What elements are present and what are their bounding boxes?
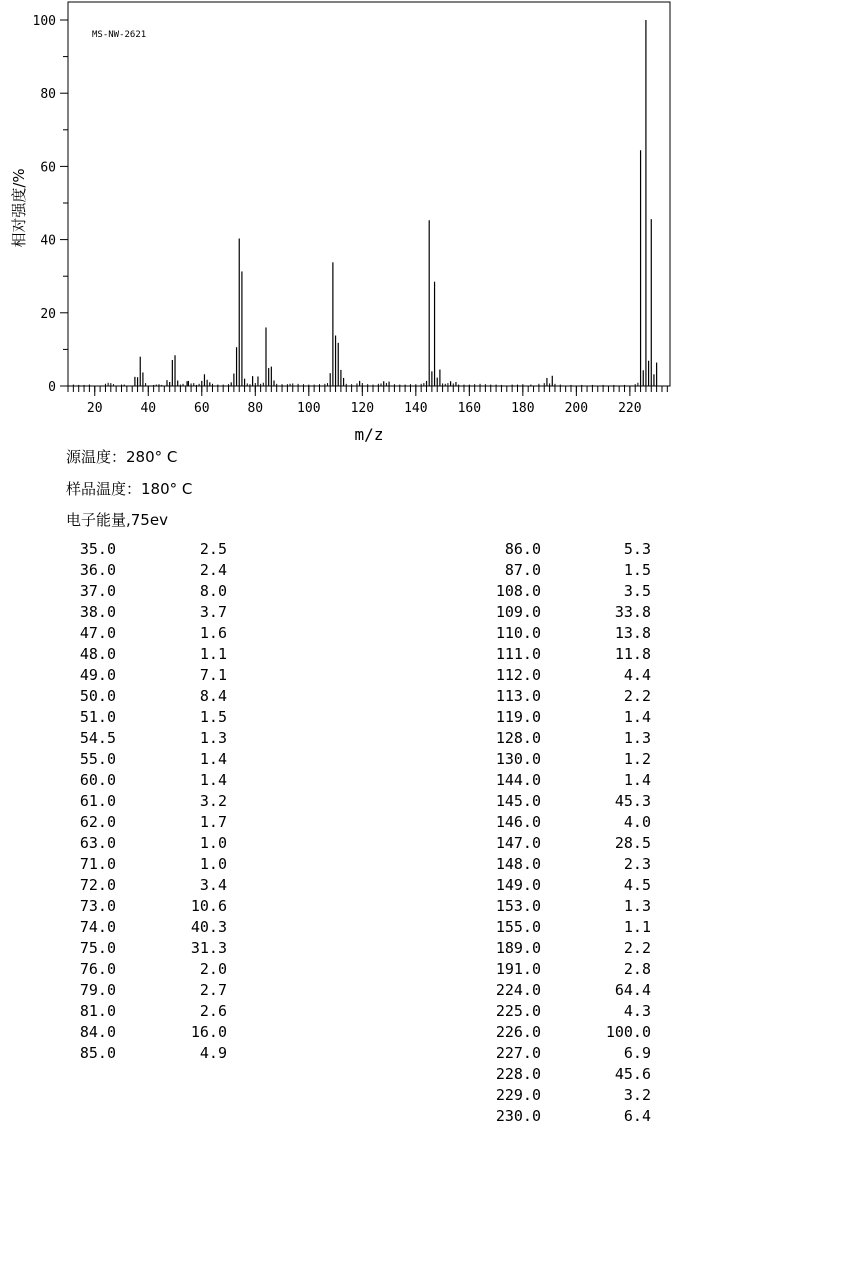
peak-mz: 108.0 (495, 582, 541, 600)
peak-row (450, 582, 670, 603)
peak-row (450, 1107, 670, 1128)
peak-mz: 228.0 (495, 1065, 541, 1083)
peak-mz: 109.0 (495, 603, 541, 621)
peak-intensity: 2.0 (199, 960, 227, 978)
peak-row (450, 981, 670, 1002)
y-axis-label: 相对强度/% (10, 168, 28, 248)
x-tick-label: 20 (86, 401, 103, 416)
y-tick-label: 100 (32, 14, 56, 29)
spectrum-bars (73, 20, 656, 386)
x-tick-label: 80 (247, 401, 264, 416)
peak-mz: 111.0 (495, 645, 541, 663)
peak-intensity: 1.4 (623, 708, 651, 726)
peak-row (40, 855, 260, 876)
x-tick-label: 220 (618, 401, 642, 416)
peak-row (40, 1002, 260, 1023)
peak-row (450, 1065, 670, 1086)
peak-intensity: 45.3 (614, 792, 651, 810)
peak-row (40, 750, 260, 771)
peak-row (40, 792, 260, 813)
peak-mz: 72.0 (79, 876, 116, 894)
peak-intensity: 1.2 (623, 750, 651, 768)
peak-intensity: 16.0 (190, 1023, 227, 1041)
peak-intensity: 2.2 (623, 687, 651, 705)
peak-mz: 130.0 (495, 750, 541, 768)
peak-mz: 110.0 (495, 624, 541, 642)
peak-mz: 73.0 (79, 897, 116, 915)
peak-row (40, 981, 260, 1002)
peak-intensity: 13.8 (614, 624, 651, 642)
peak-row (450, 1023, 670, 1044)
peak-mz: 54.5 (79, 729, 116, 747)
peak-row (450, 834, 670, 855)
peak-intensity: 3.5 (623, 582, 651, 600)
peak-intensity: 2.8 (623, 960, 651, 978)
peak-mz: 49.0 (79, 666, 116, 684)
peak-intensity: 2.4 (199, 561, 227, 579)
peak-intensity: 3.7 (199, 603, 227, 621)
peak-row (40, 918, 260, 939)
peak-mz: 226.0 (495, 1023, 541, 1041)
peak-intensity: 1.0 (199, 834, 227, 852)
peak-intensity: 5.3 (623, 540, 651, 558)
peak-mz: 119.0 (495, 708, 541, 726)
peak-intensity: 1.1 (623, 918, 651, 936)
peak-mz: 112.0 (495, 666, 541, 684)
peak-intensity: 1.5 (623, 561, 651, 579)
peak-mz: 189.0 (495, 939, 541, 957)
peak-intensity: 1.5 (199, 708, 227, 726)
peak-mz: 47.0 (79, 624, 116, 642)
peak-row (40, 561, 260, 582)
peak-intensity: 7.1 (199, 666, 227, 684)
peak-row (450, 666, 670, 687)
peak-mz: 225.0 (495, 1002, 541, 1020)
peak-intensity: 45.6 (614, 1065, 651, 1083)
peak-mz: 155.0 (495, 918, 541, 936)
peak-intensity: 3.2 (199, 792, 227, 810)
peak-row (450, 918, 670, 939)
peak-mz: 36.0 (79, 561, 116, 579)
peak-intensity: 31.3 (190, 939, 227, 957)
peak-mz: 62.0 (79, 813, 116, 831)
peak-mz: 145.0 (495, 792, 541, 810)
peak-row (450, 540, 670, 561)
peak-mz: 146.0 (495, 813, 541, 831)
x-tick-label: 40 (140, 401, 157, 416)
y-tick-label: 20 (40, 306, 56, 322)
x-axis-label: m/z (354, 425, 384, 444)
peak-row (40, 834, 260, 855)
peak-mz: 81.0 (79, 1002, 116, 1020)
peak-row (40, 1044, 260, 1065)
peak-mz: 113.0 (495, 687, 541, 705)
peak-intensity: 1.6 (199, 624, 227, 642)
chart-axes (33, 2, 670, 416)
peak-intensity: 2.2 (623, 939, 651, 957)
peak-intensity: 11.8 (614, 645, 651, 663)
peak-mz: 149.0 (495, 876, 541, 894)
peak-row (450, 603, 670, 624)
peak-row (450, 708, 670, 729)
peak-intensity: 1.7 (199, 813, 227, 831)
peak-mz: 153.0 (495, 897, 541, 915)
peak-intensity: 6.9 (623, 1044, 651, 1062)
peak-mz: 35.0 (79, 540, 116, 558)
peak-mz: 79.0 (79, 981, 116, 999)
y-tick-label: 0 (48, 380, 56, 395)
peak-mz: 63.0 (79, 834, 116, 852)
peak-row (450, 792, 670, 813)
peak-intensity: 3.4 (199, 876, 227, 894)
peak-row (40, 582, 260, 603)
peak-mz: 148.0 (495, 855, 541, 873)
peak-mz: 128.0 (495, 729, 541, 747)
peak-row (40, 645, 260, 666)
peak-intensity: 1.4 (199, 771, 227, 789)
peak-row (40, 813, 260, 834)
peak-mz: 147.0 (495, 834, 541, 852)
peak-mz: 37.0 (79, 582, 116, 600)
x-tick-label: 60 (193, 401, 210, 416)
peak-row (40, 708, 260, 729)
peak-mz: 38.0 (79, 603, 116, 621)
peak-row (40, 729, 260, 750)
peak-row (450, 897, 670, 918)
peak-intensity: 2.3 (623, 855, 651, 873)
peak-intensity: 33.8 (614, 603, 651, 621)
peak-row (450, 855, 670, 876)
peak-mz: 75.0 (79, 939, 116, 957)
peak-row (450, 750, 670, 771)
peak-row (40, 939, 260, 960)
peak-mz: 144.0 (495, 771, 541, 789)
peak-intensity: 1.1 (199, 645, 227, 663)
peak-intensity: 28.5 (614, 834, 651, 852)
peak-intensity: 6.4 (623, 1107, 651, 1125)
peak-mz: 55.0 (79, 750, 116, 768)
x-tick-label: 200 (564, 401, 589, 416)
peak-row (40, 603, 260, 624)
peak-row (40, 960, 260, 981)
peak-row (40, 897, 260, 918)
peak-row (40, 624, 260, 645)
peak-mz: 60.0 (79, 771, 116, 789)
peak-mz: 74.0 (79, 918, 116, 936)
peak-mz: 230.0 (495, 1107, 541, 1125)
peak-mz: 76.0 (79, 960, 116, 978)
peak-intensity: 1.3 (199, 729, 227, 747)
peak-mz: 71.0 (79, 855, 116, 873)
mass-spectrum-chart (0, 0, 850, 450)
peak-row (450, 645, 670, 666)
peak-mz: 50.0 (79, 687, 116, 705)
peak-row (40, 666, 260, 687)
peak-mz: 85.0 (79, 1044, 116, 1062)
electron-energy: 电子能量,75ev (66, 511, 168, 529)
peak-intensity: 64.4 (614, 981, 651, 999)
peak-intensity: 1.4 (199, 750, 227, 768)
peak-row (450, 771, 670, 792)
peak-intensity: 2.5 (199, 540, 227, 558)
peak-row (450, 729, 670, 750)
peak-mz: 227.0 (495, 1044, 541, 1062)
x-tick-label: 140 (404, 401, 428, 416)
peak-mz: 86.0 (504, 540, 541, 558)
peak-intensity: 4.3 (623, 1002, 651, 1020)
peak-mz: 51.0 (79, 708, 116, 726)
peak-row (450, 939, 670, 960)
peak-intensity: 8.0 (199, 582, 227, 600)
source-temperature: 源温度：280° C (66, 448, 178, 466)
spectrum-code: MS-NW-2621 (92, 30, 147, 40)
x-tick-label: 180 (511, 401, 535, 416)
peak-intensity: 1.0 (199, 855, 227, 873)
peak-intensity: 1.3 (623, 897, 651, 915)
peak-intensity: 1.4 (623, 771, 651, 789)
peak-row (40, 1023, 260, 1044)
peak-row (450, 687, 670, 708)
peak-row (450, 876, 670, 897)
peak-row (40, 540, 260, 561)
peak-mz: 84.0 (79, 1023, 116, 1041)
y-tick-label: 40 (40, 233, 56, 249)
peak-intensity: 2.6 (199, 1002, 227, 1020)
peak-intensity: 2.7 (199, 981, 227, 999)
peak-row (450, 1086, 670, 1107)
peak-mz: 229.0 (495, 1086, 541, 1104)
peak-row (450, 813, 670, 834)
peak-intensity: 4.4 (623, 666, 651, 684)
x-tick-label: 100 (297, 401, 321, 416)
peak-intensity: 100.0 (605, 1023, 651, 1041)
peak-intensity: 4.0 (623, 813, 651, 831)
x-tick-label: 160 (457, 401, 482, 416)
peak-row (40, 687, 260, 708)
peak-row (450, 624, 670, 645)
plot-frame (68, 2, 670, 386)
x-tick-label: 120 (350, 401, 375, 416)
peak-row (450, 561, 670, 582)
peak-mz: 87.0 (504, 561, 541, 579)
peak-intensity: 3.2 (623, 1086, 651, 1104)
sample-temperature: 样品温度：180° C (66, 480, 193, 498)
peak-mz: 48.0 (79, 645, 116, 663)
peak-row (40, 771, 260, 792)
y-tick-label: 60 (40, 160, 56, 176)
peak-mz: 191.0 (495, 960, 541, 978)
peak-intensity: 4.9 (199, 1044, 227, 1062)
y-tick-label: 80 (40, 87, 56, 103)
peak-row (450, 1044, 670, 1065)
peak-mz: 224.0 (495, 981, 541, 999)
peak-row (450, 960, 670, 981)
peak-intensity: 10.6 (190, 897, 227, 915)
peak-row (40, 876, 260, 897)
peak-row (450, 1002, 670, 1023)
peak-intensity: 8.4 (199, 687, 227, 705)
peak-mz: 61.0 (79, 792, 116, 810)
peak-intensity: 4.5 (623, 876, 651, 894)
peak-intensity: 40.3 (190, 918, 227, 936)
peak-intensity: 1.3 (623, 729, 651, 747)
